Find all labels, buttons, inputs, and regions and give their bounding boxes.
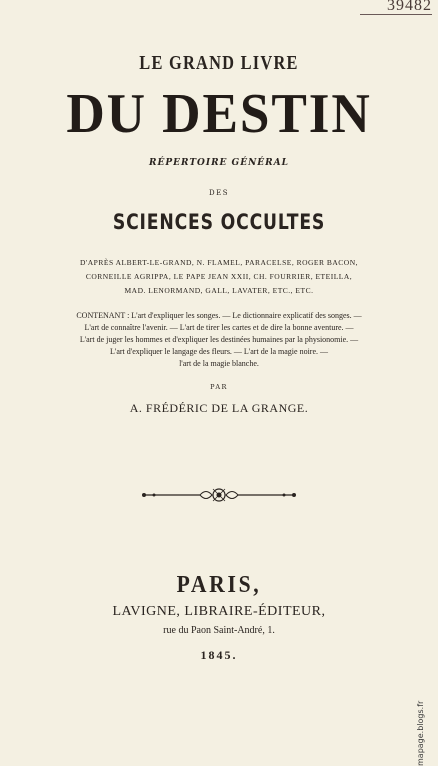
contents-line-1: CONTENANT : L'art d'expliquer les songes. — Le dictionnaire explicatif des songes. — (76, 311, 362, 320)
contents-line-2: L'art de connaître l'avenir. — L'art de tirer les cartes et de dire la bonne aventure. — (84, 323, 354, 332)
imprint-address: rue du Paon Saint-André, 1. (163, 625, 275, 636)
floral-ornament-icon (140, 486, 298, 504)
by-label: PAR (210, 383, 228, 391)
authorities-line-3: MAD. LENORMAND, GALL, LAVATER, ETC., ETC. (124, 286, 314, 295)
contents-line-5: l'art de la magie blanche. (179, 359, 259, 368)
editor-name: A. FRÉDÉRIC DE LA GRANGE. (129, 401, 309, 415)
imprint-publisher: LAVIGNE, LIBRAIRE-ÉDITEUR, (112, 604, 326, 619)
imprint-city: PARIS, (176, 572, 262, 598)
authorities-line-2: CORNEILLE AGRIPPA, LE PAPE JEAN XXII, CH. FOURRIER, ETEILLA, (85, 272, 353, 281)
contents-line-3: L'art de juger les hommes et d'expliquer les destinées humaines par la physionomie. — (79, 335, 359, 344)
authorities-line-1: D'APRÈS ALBERT-LE-GRAND, N. FLAMEL, PARACELSE, ROGER BACON, (80, 258, 358, 267)
title-main: DU DESTIN (66, 83, 372, 145)
shelfmark-number: 39482 (360, 0, 432, 15)
contents-line-4: L'art d'expliquer le langage des fleurs. — L'art de la magie noire. — (109, 347, 329, 356)
title-subtitle: RÉPERTOIRE GÉNÉRAL (149, 158, 289, 168)
imprint-year: 1845. (200, 648, 238, 662)
watermark-text: mapage.blogs.fr (416, 700, 425, 766)
title-line-1: LE GRAND LIVRE (139, 52, 299, 74)
title-sciences: SCIENCES OCCULTES (112, 210, 326, 234)
title-connector: DES (208, 189, 230, 197)
